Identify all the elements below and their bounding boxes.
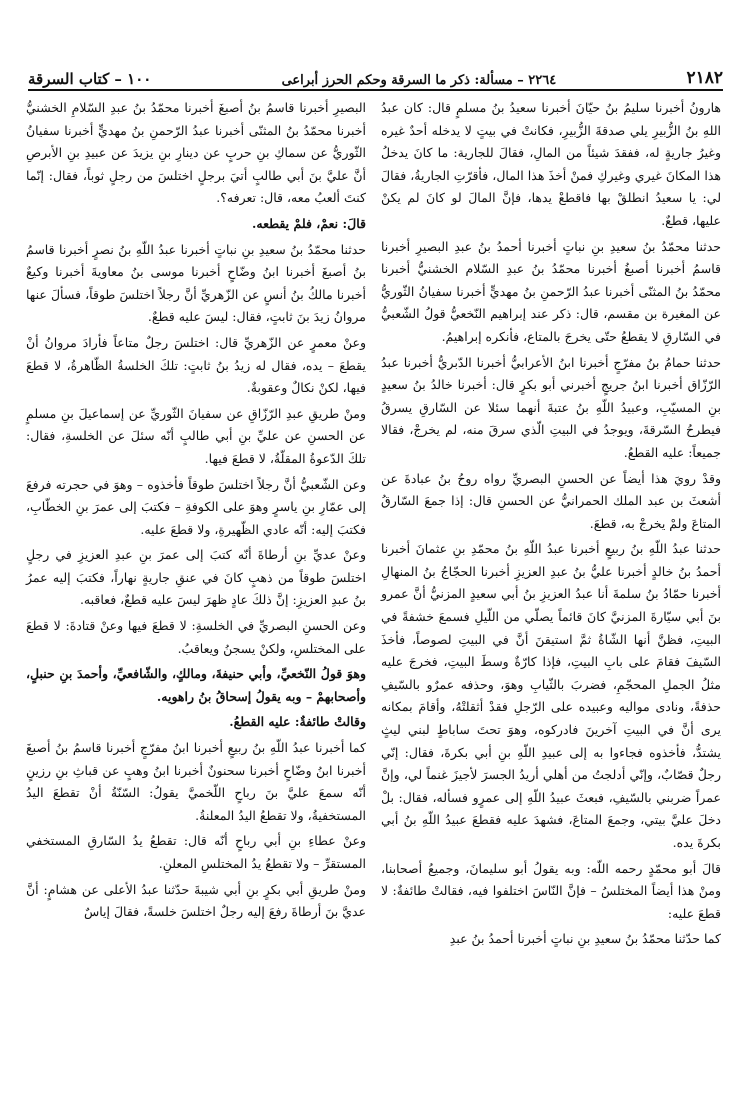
section-title: ٢٢٦٤ – مسألة: ذكر ما السرقة وحكم الحرز أبراعى (281, 73, 557, 88)
paragraph: كما حدّثنا محمّدُ بنُ سعيدِ بنِ نباتٍ أخبرنا أحمدُ بنُ عبدِ (449, 931, 721, 947)
paragraph: حدثنا محمّدُ بنُ سعيدِ بنِ نباتٍ أخبرنا عبدُ اللّهِ بنُ نصرٍ أخبرنا قاسمُ بنُ أصبغَ أخبرنا ابنُ وضّاحٍ أخبرنا موسى بنُ معاويةَ أخبرنا وكيعٌ أخبرنا مالكُ بنُ أنسٍ عن الزّهريِّ أنَّ رجلاً اختلسَ طوقاً، فسألَ عنها مروانُ زيدَ بنَ ثابتٍ، فقال: ليسَ عليه قطعٌ. (26, 241, 366, 325)
paragraph: وعنْ معمرٍ عن الزّهريِّ قال: اختلسَ رجلٌ متاعاً فأرادَ مروانُ أنْ يقطعَ – يده، فقال له زيدُ بنُ ثابتٍ: تلكَ الخلسةُ الظّاهرةُ، لا قطعَ فيها، لكنْ نكالٌ وعقوبةٌ. (26, 334, 366, 396)
paragraph: البصيرِ أخبرنا قاسمُ بنُ أصبغَ أخبرنا محمّدُ بنُ عبدِ السّلامِ الخشنيُّ أخبرنا محمّدُ بنُ المثنّى أخبرنا عبدُ الرّحمنِ بنُ مهديٍّ أخبرنا سفيانُ الثّوريُّ عن سماكِ بنِ حربٍ عن دينارِ بنِ يزيدَ عن عبيدِ بنِ الأبرصِ أنَّ عليَّ بنَ أبي طالبٍ أتيَ برجلٍ اختلسَ من رجلٍ ثوباً، فقال: إنّما كنتَ ألعبُ معه، قال: تعرفه؟. (26, 100, 366, 206)
paragraph: وعن الحسنِ البصريِّ في الخلسةِ: لا قطعَ فيها وعنْ قتادةَ: لا قطعَ على المختلسِ، ولكنْ يسجنُ ويعاقبُ. (26, 618, 366, 656)
paragraph: وقالتْ طائفةٌ: عليه القطعُ. (229, 714, 366, 730)
paragraph: وعنْ عطاءِ بنِ أبي رباحٍ أنّه قال: تقطعُ يدُ السّارقِ المستخفي المستقرِّ – ولا تقطعُ يدُ المختلسِ المعلنِ. (26, 833, 366, 871)
paragraph: حدثنا حمامُ بنُ مفرّجٍ أخبرنا ابنُ الأعرابيُّ أخبرنا الدّبريُّ أخبرنا عبدُ الرّزّاق أخبرنا ابنُ جريجٍ أخبرني أبو بكرٍ قال: أخبرنا خالدُ بنُ سعيدٍ بنِ المسيّبِ، وعبيدُ اللّهِ بنُ عتبةَ أنهما سئلا عن السّارقِ يسرقُ فيطرحُ السّرقةَ، ويوجدُ في البيتِ الّذي سرقَ منه، لم يخرجْ، فقالا جميعاً: عليه القطعُ. (381, 354, 721, 460)
page-header (28, 56, 723, 88)
right-text-column (381, 97, 721, 1097)
page-chapter-label: ١٠٠ – كتاب السرقة (28, 70, 152, 88)
paragraph: حدثنا عبدُ اللّهِ بنُ ربيعٍ أخبرنا عبدُ اللّهِ بنُ محمّدِ بنِ عثمانَ أخبرنا أحمدُ بنُ خالدٍ أخبرنا عليُّ بنُ عبدِ العزيزِ أخبرنا الحجّاجُ بنُ المنهالِ أخبرنا حمّادُ بنُ سلمةَ أنا عبدُ العزيزِ بنُ أبي سعيدٍ المزنيُّ أنَّ عمرو بنَ أبي سيّارةَ المزنيَّ كانَ قائماً يصلّي من اللّيلِ فسمعَ خشفةً في البيتِ، فظنَّ أنها الشّاةُ ثمَّ استيقنَ أنَّ في البيتِ لصوصاً، فأخذَ السّيفَ فقامَ على بابِ البيتِ، فإذا كارّةٌ وسطَ البيتِ، فخرجَ عليه مثلُ الجملِ المحجّمِ، فضربَ بالثّيابِ وهوَ، وحذفه عمرٌو بالسّيفِ حذفةً، ونادى مواليه وعبيده على الرّجلِ فقدْ أثقلتْهُ، وأقامَ بمكانه يرى أنَّ في البيتِ آخرينَ فادركوه، وهوَ تحتَ ساباطٍ لبني ليثٍ يشتدُّ، فأخذوه فجاءوا به إلى عبيدِ اللّهِ بنِ أبي بكرةَ، فقال: إنّي رجلٌ قصّابٌ، وإنّي أدلجتُ من أهلي أريدُ الجسرَ لأجيزَ غنماً لي، وإنَّ عمراً ضربني بالسّيفِ، فبعثَ عبيدُ اللّهِ إلى عمرٍو فسأله، فقال: بلْ دخلَ عليَّ بيتي، وجمعَ المتاعَ، فشهدَ عليه فقطعَ عبيدُ اللّهِ بنُ أبي بكرةَ يده. (381, 541, 721, 850)
paragraph: هارونُ أخبرنا سليمُ بنُ حيّانَ أخبرنا سعيدُ بنُ مسلمٍ قال: كان عبدُ اللهِ بنُ الزُّبيرِ يلي صدقةَ الزُّبيرِ، فكانتْ في بيتٍ لا يدخله أحدٌ غيره وغيرُ جاريةٍ له، ففقدَ شيئاً من المالِ، فقالَ للجارية: ما كانَ يدخلُ هذا المكانَ غيري وغيركِ فمنْ أخذَ هذا المال، فأقرّتِ الجاريةُ، فقالَ لي: يا سعيدُ انطلقْ بها فاقطعْ يدها، فإنَّ المالَ لو كانَ لم يكنْ عليها، قطعٌ. (381, 100, 721, 228)
paragraph: وعن الشّعبيُّ أنَّ رجلاً اختلسَ طوقاً فأخذوه – وهوَ في حجرته فرفعَ إلى عمّارِ بنِ ياسرٍ وهوَ على الكوفةِ – فكتبَ إلى عمرَ بنِ الخطّابِ، فكتبَ إليه: أنّه عادي الظّهيرةِ، ولا قطعَ عليه. (26, 476, 366, 537)
left-text-column (26, 97, 366, 1097)
paragraph: قالَ أبو محمّدٍ رحمه اللّه: وبه يقولُ أبو سليمانَ، وجميعُ أصحابنا، ومنْ هذا أيضاً المختلسُ – فإنَّ النّاسَ اختلفوا فيه، فقالتْ طائفةٌ: لا قطعَ عليه: (381, 860, 721, 921)
header-divider (28, 89, 723, 91)
page-number: ٢١٨٢ (686, 68, 723, 88)
paragraph: حدثنا محمّدُ بنُ سعيدِ بنِ نباتٍ أخبرنا أحمدُ بنُ عبدِ البصيرِ أخبرنا قاسمُ أخبرنا أصبغُ أخبرنا محمّدُ بنُ عبدِ السّلام الخشنيُّ أخبرنا محمّدُ بنُ المثنّى أخبرنا عبدُ الرّحمنِ بنُ مهديٍّ أخبرنا سفيانُ الثّوريُّ عن المغيرة بن مقسم، قال: ذكر عند إبراهيم النّخعيُّ قولُ الشّعبيُّ في السّارقِ لا يقطعُ حتّى يخرجَ بالمتاع، فأنكره إبراهيمُ. (381, 238, 721, 344)
paragraph: ومنْ طريقِ عبدِ الرّزّاقِ عن سفيانَ الثّوريِّ عن إسماعيلَ بنِ مسلمٍ عن الحسنِ عن عليِّ بنِ أبي طالبٍ أنّه سئلَ عن الخلسةِ، فقال: تلكَ الدّعوةُ المقلّةُ، لا قطعَ فيها. (26, 405, 366, 466)
paragraph: وهوَ قولُ النّخعيِّ، وأبي حنيفةَ، ومالكٍ، والشّافعيِّ، وأحمدَ بنِ حنبلٍ، وأصحابهمْ – وبه يقولُ إسحاقُ بنُ راهويه. (26, 666, 366, 704)
paragraph: كما أخبرنا عبدُ اللّهِ بنُ ربيعٍ أخبرنا ابنُ مفرّجٍ أخبرنا قاسمُ بنُ أصبغَ أخبرنا ابنُ وضّاحٍ أخبرنا سحنونٌ أخبرنا ابنُ وهبٍ عن قباثِ بنِ رزينٍ أنّه سمعَ عليَّ بنَ رباحٍ اللّخميَّ يقولُ: السّنّةُ أنْ تقطعَ اليدُ المستخفيةُ، ولا تقطعُ اليدُ المعلنةُ. (26, 740, 366, 823)
paragraph: وقدْ رويَ هذا أيضاً عن الحسنِ البصريِّ رواه روحُ بنُ عبادةَ عن أشعثَ بن عبد الملك الحمرانيُّ عن الحسنِ قال: إذا جمعَ السّارقُ المتاعَ ولمْ يخرجْ به، قطعَ. (381, 470, 721, 531)
paragraph: وعنْ عديِّ بنِ أرطاةَ أنّه كتبَ إلى عمرَ بنِ عبدِ العزيزِ في رجلٍ اختلسَ طوقاً من ذهبٍ كانَ في عنقِ جاريةٍ نهاراً، فكتبَ إليه عمرُ بنُ عبدِ العزيزِ: إنَّ ذلكَ عادٍ ظهرَ ليسَ عليه قطعٌ، فعاقبه. (26, 547, 366, 608)
paragraph: قالَ: نعمْ، فلمْ يقطعه. (252, 215, 366, 231)
paragraph: ومنْ طريقِ أبي بكرٍ بنِ أبي شيبةَ حدّثنا عبدُ الأعلى عن هشامٍ: أنَّ عديَّ بنَ أرطاةَ رفعَ إليه رجلٌ اختلسَ خلسةً، فقالَ إياسٌ (26, 881, 366, 920)
